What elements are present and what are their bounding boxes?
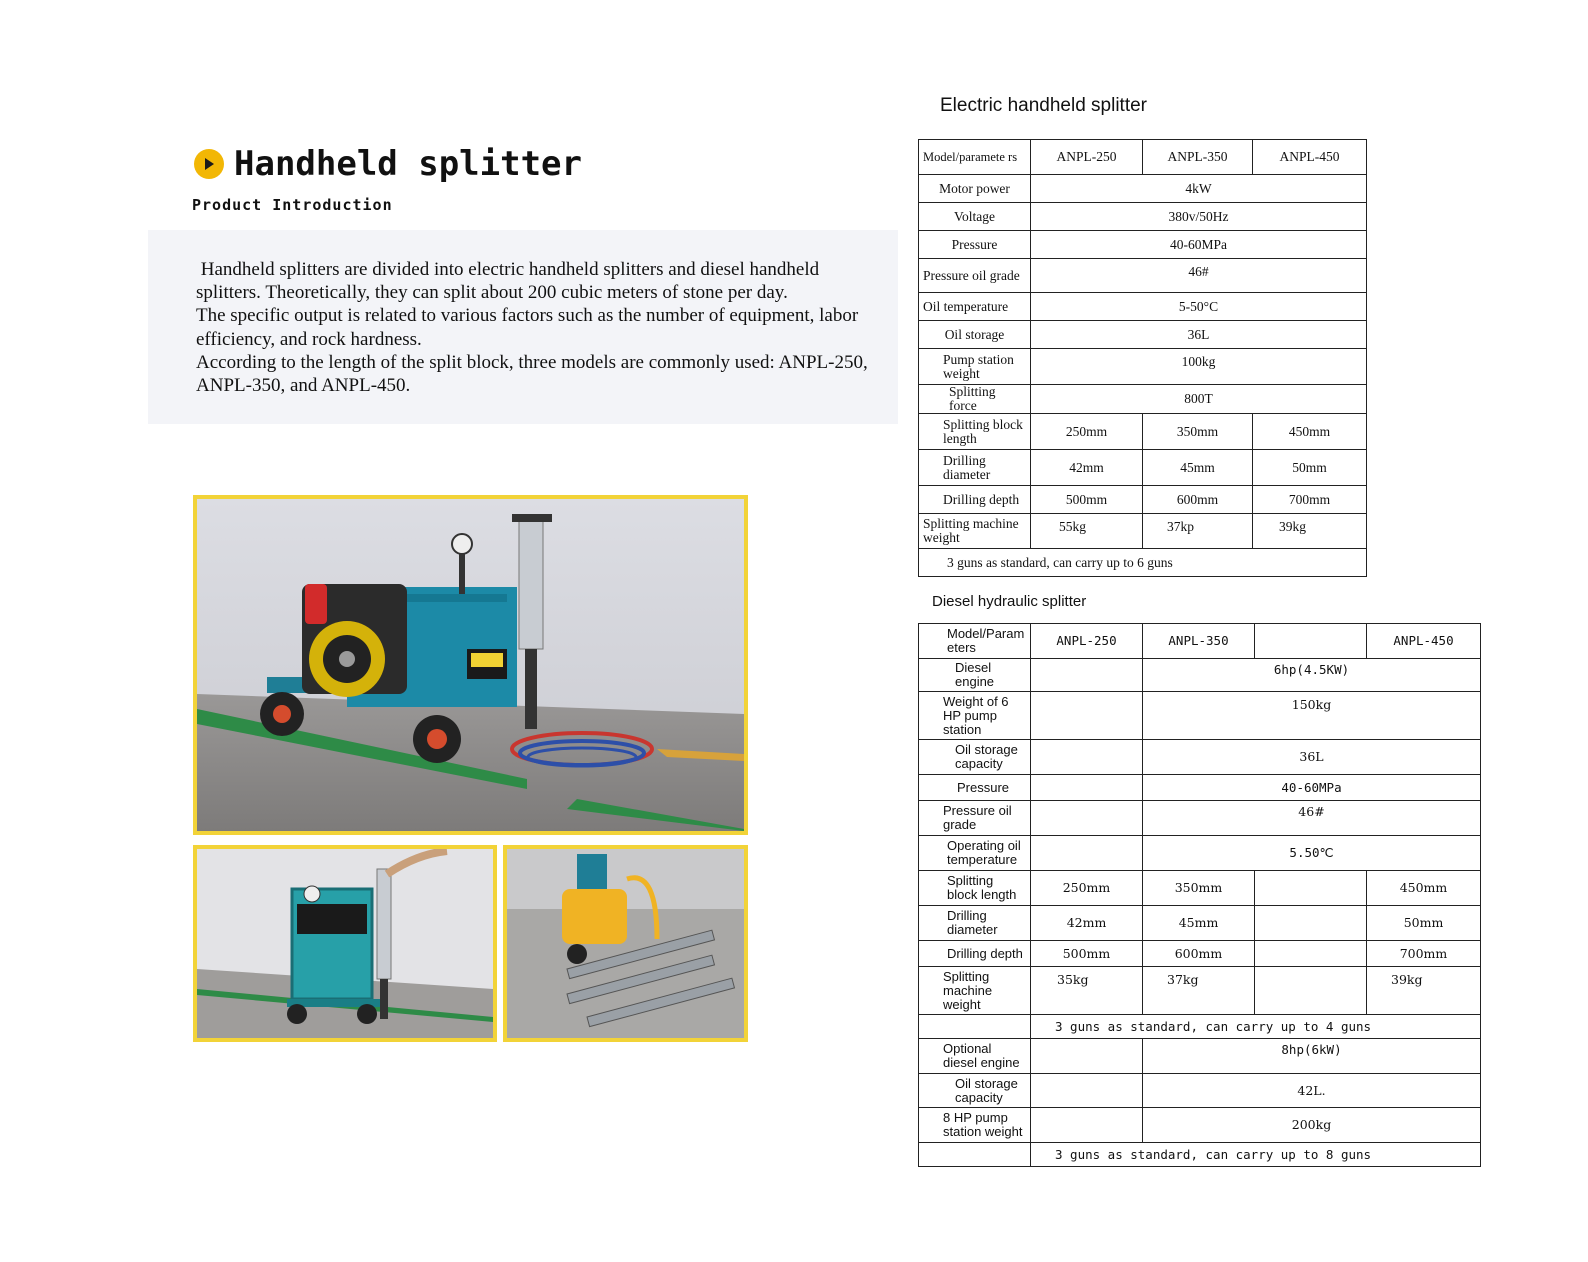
row-value: 500mm <box>1031 941 1143 967</box>
row-value: 50mm <box>1367 906 1481 941</box>
row-label: Voltage <box>919 203 1031 231</box>
row-label: Pressure oil grade <box>919 259 1031 293</box>
table-row <box>919 349 1367 385</box>
section-subtitle: Product Introduction <box>192 196 393 214</box>
header-cell: ANPL-450 <box>1367 624 1481 659</box>
table-row <box>919 1015 1481 1039</box>
row-value: 4kW <box>1031 175 1367 203</box>
table-row <box>919 549 1367 577</box>
electric-table-title: Electric handheld splitter <box>940 95 1147 116</box>
header-cell <box>1255 624 1367 659</box>
row-value: 40-60MPa <box>1031 231 1367 259</box>
row-value: 6hp(4.5KW) <box>1143 659 1481 692</box>
table-row <box>919 450 1367 486</box>
empty-cell <box>1031 659 1143 692</box>
table-row <box>919 775 1481 801</box>
row-value: 450mm <box>1253 414 1367 450</box>
row-value: 380v/50Hz <box>1031 203 1367 231</box>
row-label: Motor power <box>919 175 1031 203</box>
row-value: 150kg <box>1143 692 1481 740</box>
row-value <box>1255 906 1367 941</box>
table-row <box>919 321 1367 349</box>
row-value: 200kg <box>1143 1108 1481 1143</box>
row-value: 45mm <box>1143 450 1253 486</box>
row-value: 600mm <box>1143 486 1253 514</box>
empty-cell <box>1031 801 1143 836</box>
empty-cell <box>1031 775 1143 801</box>
electric-spec-table <box>918 139 1367 577</box>
row-value: 600mm <box>1143 941 1255 967</box>
table-row <box>919 203 1367 231</box>
table-row <box>919 385 1367 414</box>
table-row <box>919 1039 1481 1074</box>
table-row <box>919 1108 1481 1143</box>
row-value: 55kg <box>1031 514 1143 549</box>
row-value: 36L <box>1143 740 1481 775</box>
row-label: Splitting machine weight <box>919 514 1031 549</box>
row-value: 700mm <box>1367 941 1481 967</box>
empty-cell <box>1031 1108 1143 1143</box>
empty-cell <box>1031 836 1143 871</box>
table-row <box>919 659 1481 692</box>
table-row <box>919 1074 1481 1108</box>
row-label: Oil temperature <box>919 293 1031 321</box>
diesel-splitter-photo <box>193 495 748 835</box>
intro-paragraph: According to the length of the split block, three models are commonly used: ANPL-250, ANPL-350, and ANPL-450. <box>196 351 868 397</box>
empty-cell <box>1031 692 1143 740</box>
diesel-spec-table <box>918 623 1481 1167</box>
row-value: 5-50°C <box>1031 293 1367 321</box>
row-label: Splitting machine weight <box>919 967 1031 1015</box>
row-value: 36L <box>1031 321 1367 349</box>
row-value <box>1255 871 1367 906</box>
row-value: 39kg <box>1367 967 1481 1015</box>
row-value: 100kg <box>1031 349 1367 385</box>
row-label: Drilling depth <box>919 941 1031 967</box>
row-label: Oil storage capacity <box>919 1074 1031 1108</box>
row-value: 42mm <box>1031 906 1143 941</box>
row-label: Oil storage capacity <box>919 740 1031 775</box>
row-label: Drilling depth <box>919 486 1031 514</box>
table-row <box>919 871 1481 906</box>
row-label: Oil storage <box>919 321 1031 349</box>
table-row <box>919 624 1481 659</box>
row-label: Pressure <box>919 775 1031 801</box>
empty-cell <box>1031 740 1143 775</box>
empty-cell <box>1031 1039 1143 1074</box>
table-row <box>919 293 1367 321</box>
row-label: Splitting block length <box>919 871 1031 906</box>
row-label: Drilling diameter <box>919 450 1031 486</box>
row-value: 46# <box>1143 801 1481 836</box>
row-label: Splitting force <box>919 385 1031 414</box>
table-footer-note: 3 guns as standard, can carry up to 6 guns <box>919 549 1367 577</box>
row-label: Pump station weight <box>919 349 1031 385</box>
row-label: Optional diesel engine <box>919 1039 1031 1074</box>
header-cell: ANPL-250 <box>1031 140 1143 175</box>
row-value: 500mm <box>1031 486 1143 514</box>
play-icon <box>194 149 224 179</box>
table-row <box>919 259 1367 293</box>
row-label: Drilling diameter <box>919 906 1031 941</box>
table-row <box>919 514 1367 549</box>
table-row <box>919 175 1367 203</box>
row-value: 42mm <box>1031 450 1143 486</box>
row-value: 37kp <box>1143 514 1253 549</box>
table-row <box>919 231 1367 259</box>
table-row <box>919 140 1367 175</box>
row-value: 37kg <box>1143 967 1255 1015</box>
header-cell: Model/paramete rs <box>919 140 1031 175</box>
row-label: Diesel engine <box>919 659 1031 692</box>
row-value: 46# <box>1031 259 1367 293</box>
table-row <box>919 836 1481 871</box>
intro-paragraph: Handheld splitters are divided into electric handheld splitters and diesel handheld splitters. Theoretically, they can split about 200 cubic meters of stone per day. <box>196 259 824 304</box>
intro-paragraph: The specific output is related to various factors such as the number of equipment, labor efficiency, and rock hardness. <box>196 305 859 350</box>
table-row <box>919 906 1481 941</box>
empty-cell <box>919 1015 1031 1039</box>
row-value: 39kg <box>1253 514 1367 549</box>
row-value: 700mm <box>1253 486 1367 514</box>
row-value: 250mm <box>1031 871 1143 906</box>
row-value: 35kg <box>1031 967 1143 1015</box>
table-row <box>919 941 1481 967</box>
row-value <box>1255 967 1367 1015</box>
row-value: 40-60MPa <box>1143 775 1481 801</box>
guns-note: 3 guns as standard, can carry up to 4 guns <box>1031 1015 1481 1039</box>
table-row <box>919 1143 1481 1167</box>
empty-cell <box>919 1143 1031 1167</box>
row-label: Operating oil temperature <box>919 836 1031 871</box>
row-value: 350mm <box>1143 414 1253 450</box>
empty-cell <box>1031 1074 1143 1108</box>
row-value: 350mm <box>1143 871 1255 906</box>
table-row <box>919 486 1367 514</box>
splitter-guns-photo <box>503 845 748 1042</box>
row-value: 450mm <box>1367 871 1481 906</box>
table-row <box>919 740 1481 775</box>
row-label: Weight of 6 HP pump station <box>919 692 1031 740</box>
row-value: 45mm <box>1143 906 1255 941</box>
product-title-block <box>194 144 582 184</box>
row-value: 50mm <box>1253 450 1367 486</box>
electric-splitter-photo <box>193 845 497 1042</box>
diesel-table-title: Diesel hydraulic splitter <box>932 593 1087 610</box>
row-value: 250mm <box>1031 414 1143 450</box>
row-label: Pressure <box>919 231 1031 259</box>
row-value: 800T <box>1031 385 1367 414</box>
row-label: Splitting block length <box>919 414 1031 450</box>
header-cell: Model/Param eters <box>919 624 1031 659</box>
table-row <box>919 692 1481 740</box>
intro-text <box>196 258 876 397</box>
row-label: 8 HP pump station weight <box>919 1108 1031 1143</box>
table-row <box>919 414 1367 450</box>
header-cell: ANPL-350 <box>1143 140 1253 175</box>
header-cell: ANPL-250 <box>1031 624 1143 659</box>
header-cell: ANPL-450 <box>1253 140 1367 175</box>
row-value <box>1255 941 1367 967</box>
page-title: Handheld splitter <box>234 144 582 184</box>
row-value: 8hp(6kW) <box>1143 1039 1481 1074</box>
row-value: 5.50℃ <box>1143 836 1481 871</box>
table-row <box>919 967 1481 1015</box>
table-footer-note: 3 guns as standard, can carry up to 8 guns <box>1031 1143 1481 1167</box>
row-label: Pressure oil grade <box>919 801 1031 836</box>
row-value: 42L. <box>1143 1074 1481 1108</box>
table-row <box>919 801 1481 836</box>
header-cell: ANPL-350 <box>1143 624 1255 659</box>
